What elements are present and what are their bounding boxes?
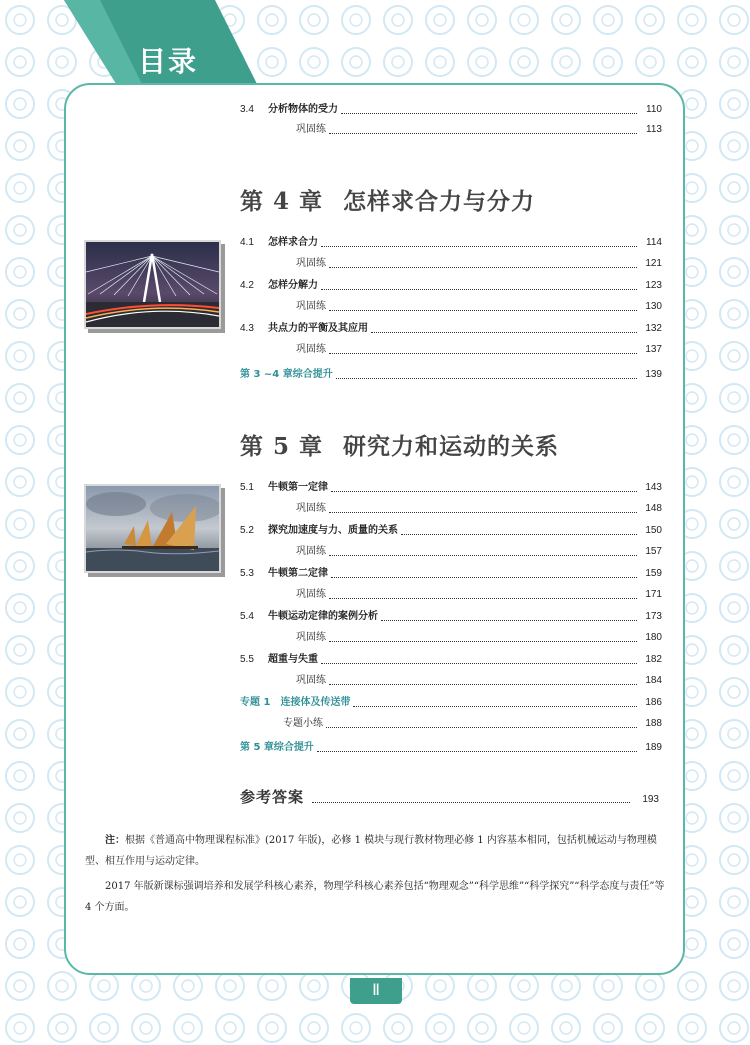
pattern-icon [6,972,34,1000]
pattern-icon [300,48,328,76]
pattern-icon [510,1014,538,1042]
toc-entry[interactable]: 5.5 超重与失重 182 [240,654,662,665]
pattern-icon [468,972,496,1000]
pattern-icon [720,846,748,874]
toc-entry[interactable]: 巩固练 130 [296,301,662,312]
pattern-icon [342,6,370,34]
toc-entry-summary[interactable]: 第 5 章综合提升 189 [240,742,662,753]
pattern-icon [720,342,748,370]
pattern-icon [6,132,34,160]
header-tab [0,0,260,90]
toc-entry[interactable]: 4.3 共点力的平衡及其应用 132 [240,323,662,334]
pattern-icon [720,510,748,538]
pattern-icon [720,384,748,412]
pattern-icon [552,972,580,1000]
toc-entry[interactable]: 巩固练 157 [296,546,662,557]
pattern-icon [6,888,34,916]
pattern-icon [258,48,286,76]
pattern-icon [468,48,496,76]
chapter-5-heading: 第 5 章 研究力和运动的关系 [240,433,560,460]
pattern-icon [636,972,664,1000]
toc-entry[interactable]: 巩固练 148 [296,503,662,514]
pattern-icon [48,1014,76,1042]
pattern-icon [6,468,34,496]
pattern-icon [720,468,748,496]
pattern-icon [678,48,706,76]
pattern-icon [6,216,34,244]
pattern-icon [6,300,34,328]
pattern-icon [636,6,664,34]
pattern-icon [720,90,748,118]
pattern-icon [6,678,34,706]
toc-entry[interactable]: 巩固练 184 [296,675,662,686]
pattern-icon [720,762,748,790]
pattern-icon [216,1014,244,1042]
pattern-icon [6,594,34,622]
toc-entry[interactable]: 4.1 怎样求合力 114 [240,237,662,248]
pattern-icon [6,426,34,454]
toc-entry-summary[interactable]: 第 3 ~4 章综合提升 139 [240,369,662,380]
footnote [85,830,665,918]
pattern-icon [426,1014,454,1042]
pattern-icon [6,90,34,118]
pattern-icon [678,6,706,34]
toc-entry[interactable]: 5.3 牛顿第二定律 159 [240,568,662,579]
pattern-icon [342,48,370,76]
page-title: 目录 [138,45,199,78]
toc-entry-special-practice[interactable]: 专题小练 188 [283,718,662,729]
pattern-icon [720,258,748,286]
pattern-icon [720,6,748,34]
toc-entry[interactable]: 巩固练 180 [296,632,662,643]
pattern-icon [216,972,244,1000]
page-number-badge: Ⅱ [350,978,402,1004]
pattern-icon [720,930,748,958]
pattern-icon [720,678,748,706]
pattern-icon [468,6,496,34]
pattern-icon [48,972,76,1000]
pattern-icon [510,972,538,1000]
pattern-icon [258,6,286,34]
pattern-icon [720,174,748,202]
sailboats-photo [84,484,221,573]
cable-bridge-photo [84,240,221,329]
pattern-icon [6,510,34,538]
pattern-icon [174,972,202,1000]
pattern-icon [720,972,748,1000]
toc-entry[interactable]: 3.4 分析物体的受力 110 [240,104,662,115]
pattern-icon [90,972,118,1000]
pattern-icon [720,300,748,328]
pattern-icon [678,1014,706,1042]
pattern-icon [720,594,748,622]
toc-entry[interactable]: 巩固练 121 [296,258,662,269]
toc-entry-special[interactable]: 专题 1 连接体及传送带 186 [240,697,662,708]
toc-entry[interactable]: 巩固练 113 [296,124,662,135]
pattern-icon [552,1014,580,1042]
pattern-icon [6,174,34,202]
pattern-icon [258,972,286,1000]
pattern-icon [300,1014,328,1042]
pattern-icon [6,762,34,790]
pattern-icon [342,1014,370,1042]
pattern-icon [720,132,748,160]
pattern-icon [720,1014,748,1042]
pattern-icon [636,1014,664,1042]
toc-entry[interactable]: 巩固练 171 [296,589,662,600]
chapter-4-heading: 第 4 章 怎样求合力与分力 [240,188,536,215]
toc-entry[interactable]: 4.2 怎样分解力 123 [240,280,662,291]
toc-entry[interactable]: 5.4 牛顿运动定律的案例分析 173 [240,611,662,622]
toc-entry-answers[interactable]: 参考答案 193 [240,788,659,806]
pattern-icon [6,720,34,748]
pattern-icon [6,804,34,832]
pattern-icon [594,1014,622,1042]
toc-entry[interactable]: 巩固练 137 [296,344,662,355]
pattern-icon [552,48,580,76]
footnote-paragraph-1: 注：根据《普通高中物理课程标准》(2017 年版)，必修 1 模块与现行教材物理必修 1 内容基本相同，包括机械运动与物理模型、相互作用与运动定律。 [85,835,657,867]
pattern-icon [300,972,328,1000]
pattern-icon [552,6,580,34]
pattern-icon [132,1014,160,1042]
pattern-icon [6,258,34,286]
pattern-icon [6,846,34,874]
pattern-icon [6,552,34,580]
pattern-icon [594,6,622,34]
pattern-icon [6,930,34,958]
pattern-icon [678,972,706,1000]
toc-entry[interactable]: 5.2 探究加速度与力、质量的关系 150 [240,525,662,536]
pattern-icon [384,1014,412,1042]
pattern-icon [510,48,538,76]
pattern-icon [6,384,34,412]
pattern-icon [720,888,748,916]
pattern-icon [468,1014,496,1042]
pattern-icon [636,48,664,76]
pattern-icon [426,48,454,76]
pattern-icon [90,1014,118,1042]
pattern-icon [720,720,748,748]
pattern-icon [510,6,538,34]
pattern-icon [6,342,34,370]
pattern-icon [426,6,454,34]
pattern-icon [174,1014,202,1042]
pattern-icon [720,48,748,76]
pattern-icon [6,636,34,664]
pattern-icon [720,552,748,580]
pattern-icon [384,6,412,34]
pattern-icon [720,636,748,664]
pattern-icon [426,972,454,1000]
pattern-icon [258,1014,286,1042]
pattern-icon [594,48,622,76]
pattern-icon [384,48,412,76]
footnote-paragraph-2: 2017 年版新课标强调培养和发展学科核心素养，物理学科核心素养包括“物理观念”“科学思维”“科学探究”“科学态度与责任”等 4 个方面。 [85,881,665,913]
pattern-icon [720,216,748,244]
pattern-icon [594,972,622,1000]
pattern-icon [720,804,748,832]
pattern-icon [300,6,328,34]
toc-entry[interactable]: 5.1 牛顿第一定律 143 [240,482,662,493]
pattern-icon [132,972,160,1000]
pattern-icon [720,426,748,454]
pattern-icon [6,1014,34,1042]
